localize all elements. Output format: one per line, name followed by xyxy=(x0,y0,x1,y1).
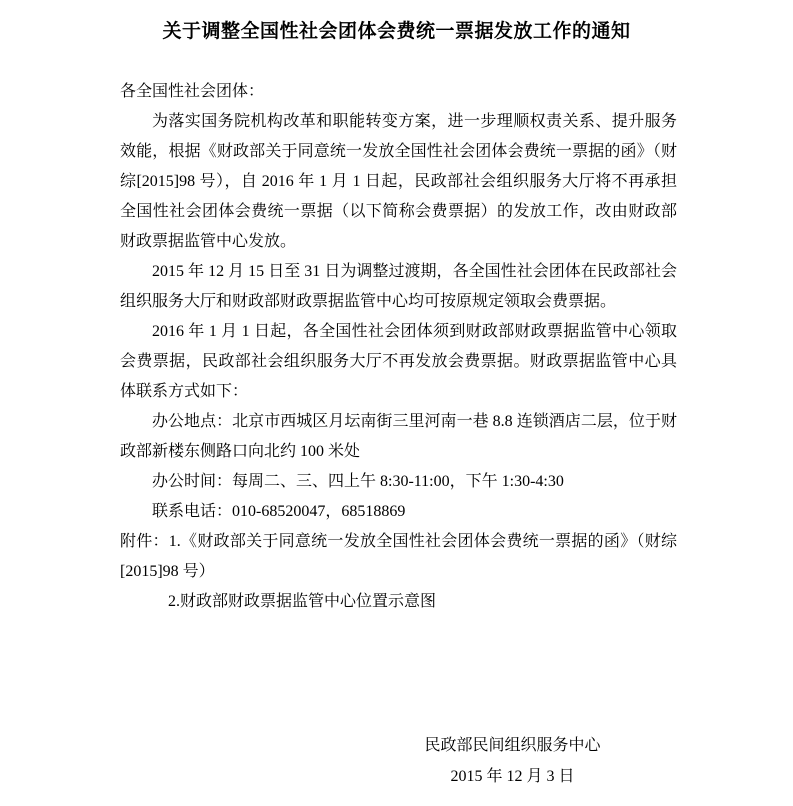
office-hours: 办公时间：每周二、三、四上午 8:30-11:00，下午 1:30-4:30 xyxy=(152,473,564,490)
salutation: 各全国性社会团体： xyxy=(120,83,265,100)
issuer-name: 民政部民间组织服务中心 xyxy=(424,737,601,754)
signature-block xyxy=(232,730,793,792)
issue-date: 2015 年 12 月 3 日 xyxy=(450,768,575,785)
paragraph-background: 为落实国务院机构改革和职能转变方案，进一步理顺权责关系、提升服务效能，根据《财政部关于同意统一发放全国性社会团体会费统一票据的函》（财综[2015]98 号），自 2016 年 1 月 1 日起，民政部社会组织服务大厅将不再承担全国性社会团体会费统一票据（以下简称会费票据）的发放工作，改由财政部财政票据监管中心发放。 xyxy=(120,113,677,250)
attachment-item-1: 附件：1.《财政部关于同意统一发放全国性社会团体会费统一票据的函》（财综[2015]98 号） xyxy=(120,533,677,580)
document-body xyxy=(120,77,677,617)
paragraph-new-procedure: 2016 年 1 月 1 日起，各全国性社会团体须到财政部财政票据监管中心领取会费票据，民政部社会组织服务大厅不再发放会费票据。财政票据监管中心具体联系方式如下： xyxy=(120,323,677,400)
document-title: 关于调整全国性社会团体会费统一票据发放工作的通知 xyxy=(162,21,631,42)
paragraph-transition-period: 2015 年 12 月 15 日至 31 日为调整过渡期，各全国性社会团体在民政部社会组织服务大厅和财政部财政票据监管中心均可按原规定领取会费票据。 xyxy=(120,263,677,310)
office-address: 办公地点：北京市西城区月坛南街三里河南一巷 8.8 连锁酒店二层，位于财政部新楼东侧路口向北约 100 米处 xyxy=(120,413,677,460)
attachment-item-2: 2.财政部财政票据监管中心位置示意图 xyxy=(168,593,437,610)
contact-phone: 联系电话：010-68520047，68518869 xyxy=(152,503,406,520)
